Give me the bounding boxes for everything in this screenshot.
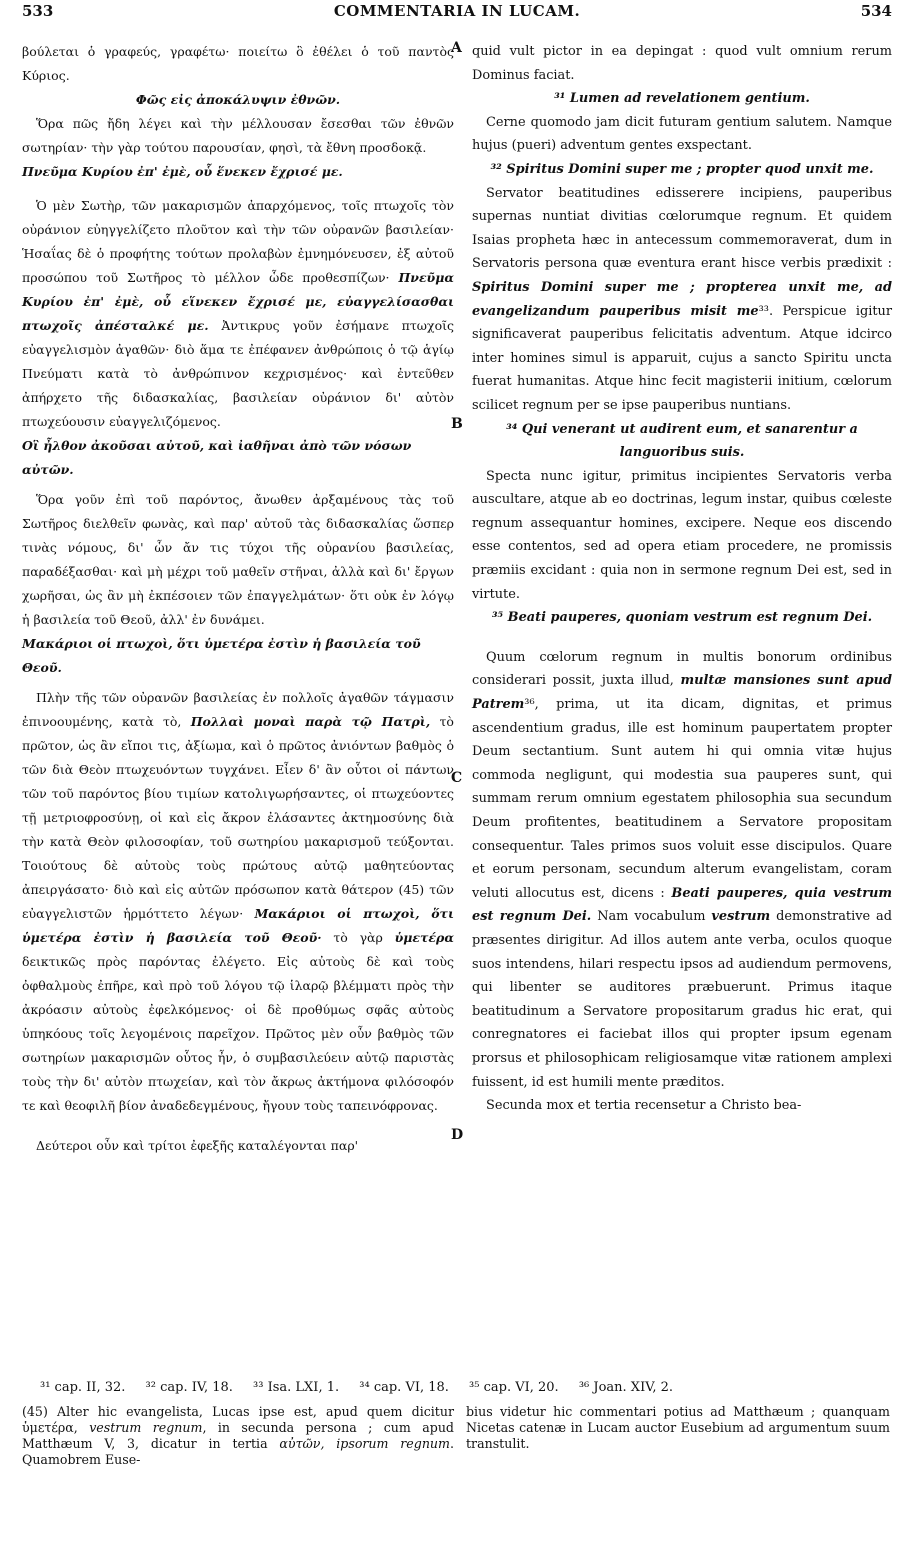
reference: ³⁴ cap. VI, 18. (359, 1380, 449, 1395)
margin-letter: D (451, 1127, 464, 1143)
latin-lemma: ³¹ Lumen ad revelationem gentium. (554, 91, 810, 107)
margin-letter: B (451, 416, 463, 432)
latin-para: Cerne quomodo jam dicit futuram gentium salutem. Namque hujus (pueri) adventum gentes exspectant. (472, 114, 892, 154)
greek-lemma: Οἳ ἦλθον ἀκοῦσαι αὐτοῦ, καὶ ἰαθῆναι ἀπὸ τῶν νόσων αὐτῶν. (22, 438, 412, 477)
latin-quote: vestrum (711, 909, 771, 925)
greek-para: Ὁ μὲν Σωτὴρ, τῶν μακαρισμῶν ἀπαρχόμενος, τοῖς πτωχοῖς τὸν οὐράνιον εὐηγγελίζετο πλοῦτον καὶ τὴν τῶν οὐρανῶν βασιλείαν· Ἡσαΐας δὲ ὁ προφήτης τούτων προλαβὼν ἐμνημόνευσεν, ἐξ αὐτοῦ προσώπου τοῦ Σωτῆρος τὸ μέλλον ὧδε προθεσπίζων· Πνεῦμα Κυρίου ἐπ' ἐμὲ, οὗ εἵνεκεν ἔχρισέ με, εὐαγγελίσασθαι πτωχοῖς ἀπέσταλκέ με. Ἀντικρυς γοῦν ἐσήμανε πτωχοῖς εὐαγγελισμὸν ἀγαθῶν· διὸ ἅμα τε ἐπέφανεν ἀνθρώποις ὁ τῷ ἁγίῳ Πνεύματι κατὰ τὸ ἀνθρώπινον κεχρισμένος· καὶ ἐντεῦθεν ἀπήρχετο τῆς διδασκαλίας, βασιλείαν οὐράνιον δι' αὐτὸν πτωχεύουσιν εὐαγγελιζόμενος. (22, 198, 454, 429)
scripture-references (40, 1380, 890, 1395)
running-title: COMMENTARIA IN LUCAM. (333, 2, 581, 20)
running-header (22, 2, 892, 26)
reference: ³³ Isa. LXI, 1. (253, 1380, 340, 1395)
greek-quote: ὑμετέρα (394, 930, 454, 945)
reference: ³² cap. IV, 18. (145, 1380, 233, 1395)
reference: ³⁶ Joan. XIV, 2. (578, 1380, 673, 1395)
latin-column (472, 40, 892, 1118)
page-number-right: 534 (860, 2, 892, 20)
reference: ³⁵ cap. VI, 20. (469, 1380, 559, 1395)
latin-lemma: ³⁵ Beati pauperes, quoniam vestrum est regnum Dei. (491, 610, 873, 626)
latin-para: quid vult pictor in ea depingat : quod vult omnium rerum Dominus faciat. (472, 44, 892, 83)
greek-lemma: Φῶς εἰς ἀποκάλυψιν ἐθνῶν. (135, 92, 341, 107)
greek-column (22, 40, 454, 1158)
greek-para: Δεύτεροι οὖν καὶ τρίτοι ἐφεξῆς καταλέγονται παρ' (36, 1138, 359, 1153)
greek-quote: Πνεῦμα Κυρίου ἐπ' ἐμὲ, οὗ εἵνεκεν ἔχρισέ με, εὐαγγελίσασθαι πτωχοῖς ἀπέσταλκέ με. (22, 270, 454, 333)
margin-letter: C (451, 770, 463, 786)
greek-lemma: Πνεῦμα Κυρίου ἐπ' ἐμὲ, οὗ ἕνεκεν ἔχρισέ με. (22, 164, 343, 179)
latin-quote: multæ mansiones sunt apud Patrem (472, 673, 892, 713)
latin-quote: Spiritus Domini super me ; propterea unxit me, ad evangelizandum pauperibus misit me (472, 279, 892, 319)
greek-para: βούλεται ὁ γραφεύς, γραφέτω· ποιείτω ὃ ἐθέλει ὁ τοῦ παντὸς Κύριος. (22, 44, 454, 83)
footnote-left: (45) Alter hic evangelista, Lucas ipse est, apud quem dicitur ὑμετέρα, vestrum regnum, in secunda persona ; cum apud Matthæum V, 3, dicatur in tertia αὐτῶν, ipsorum regnum. Quamobrem Euse- (22, 1404, 454, 1467)
margin-letter: A (451, 40, 462, 56)
greek-quote: Πολλαὶ μοναὶ παρὰ τῷ Πατρὶ, (190, 714, 431, 729)
latin-para: Secunda mox et tertia recensetur a Christo bea- (486, 1098, 802, 1114)
page-number-left: 533 (22, 2, 54, 20)
greek-quote: Μακάριοι οἱ πτωχοὶ, ὅτι ὑμετέρα ἐστὶν ἡ βασιλεία τοῦ Θεοῦ· (22, 906, 454, 945)
reference: ³¹ cap. II, 32. (40, 1380, 126, 1395)
latin-para: Quum cœlorum regnum in multis bonorum ordinibus considerari possit, juxta illud, multæ mansiones sunt apud Patrem³⁶, prima, ut ita dicam, dignitas, et primus ascendentium gradus, ille est hominum paupertatem propter Deum sectantium. Sunt autem hi qui omnia vitæ hujus commoda negligunt, qui modestia sua pauperes sunt, qui summam rerum omnium egestatem philosophia sua secundum Deum profitentes, beatitudinem a Servatore propositam consequentur. Tales primos suos voluit esse discipulos. Quare et eorum personam, secundum alterum evangelistam, coram veluti allocutus est, dicens : Beati pauperes, quia vestrum est regnum Dei. Nam vocabulum vestrum demonstrative ad præsentes dirigitur. Ad illos autem ante verba, oculos quoque suos intendens, hilari respectu ipsos ad audiendum permovens, qui libenter se auditores præbuerunt. Primus itaque beatitudinum a Servatore propositarum gradus hic erat, qui conregnatores ei faciebat illos qui propter ipsum egenam prorsus et philosophicam religiosamque vitæ rationem amplexi fuissent, id est humili mente præditos. (472, 649, 892, 1090)
latin-quote: Beati pauperes, quia vestrum est regnum Dei. (472, 885, 892, 925)
latin-para: Specta nunc igitur, primitus incipientes Servatoris verba auscultare, atque ab eo doctrinas, legum instar, quibus cœleste regnum assequantur homines, excipere. Neque eos discendo esse contentos, sed ad opera etiam procedere, ne promissis præmiis excidant : quia non in sermone regnum Dei est, sed in virtute. (472, 468, 892, 602)
latin-para: Servator beatitudines edisserere incipiens, pauperibus supernas nuntiat divitias cœlorumque regnum. Et quidem Isaias propheta hæc in antecessum commemoraverat, dum in Servatoris persona quæ eventura erant hisce verbis prædixit : Spiritus Domini super me ; propterea unxit me, ad evangelizandum pauperibus misit me³³. Perspicue igitur significaverat pauperibus felicitatis adventum. Atque idcirco inter homines simul is apparuit, cujus a sancto Spiritu uncta fuerat humanitas. Atque hinc fecit magisterii initium, cœlorum scilicet regnum per se ipse pauperibus nuntians. (472, 185, 893, 413)
greek-para: Ὅρα πῶς ἤδη λέγει καὶ τὴν μέλλουσαν ἔσεσθαι τῶν ἐθνῶν σωτηρίαν· τὴν γὰρ τούτου παρουσίαν, φησὶ, τὰ ἔθνη προσδοκᾷ. (22, 116, 454, 155)
greek-lemma: Μακάριοι οἱ πτωχοὶ, ὅτι ὑμετέρα ἐστὶν ἡ βασιλεία τοῦ Θεοῦ. (22, 636, 421, 675)
greek-para: Ὅρα γοῦν ἐπὶ τοῦ παρόντος, ἄνωθεν ἀρξαμένους τὰς τοῦ Σωτῆρος διελθεῖν φωνὰς, καὶ παρ' αὐτοῦ τὰς διδασκαλίας ὥσπερ τινὰς νόμους, δι' ὧν ἄν τις τύχοι τῆς οὐρανίου βασιλείας, παραδέξασθαι· καὶ μὴ μέχρι τοῦ μαθεῖν στῆναι, ἀλλὰ καὶ δι' ἔργων χωρῆσαι, ὡς ἂν μὴ ἐκπέσοιεν τῶν ἐπαγγελμάτων· ὅτι οὐκ ἐν λόγῳ ἡ βασιλεία τοῦ Θεοῦ, ἀλλ' ἐν δυνάμει. (22, 492, 454, 627)
footnote-right: bius videtur hic commentari potius ad Matthæum ; quanquam Nicetas catenæ in Lucam auctor Eusebium ad argumentum suum transtulit. (466, 1404, 890, 1451)
latin-lemma: ³⁴ Qui venerant ut audirent eum, et sanarentur a languoribus suis. (506, 421, 858, 461)
greek-para: Πλὴν τῆς τῶν οὐρανῶν βασιλείας ἐν πολλοῖς ἀγαθῶν τάγμασιν ἐπινοουμένης, κατὰ τὸ, Πολλαὶ μοναὶ παρὰ τῷ Πατρὶ, τὸ πρῶτον, ὡς ἂν εἴποι τις, ἀξίωμα, καὶ ὁ πρῶτος ἀνιόντων βαθμὸς ὁ τῶν διὰ Θεὸν πτωχευόντων τυγχάνει. Εἶεν δ' ἂν οὗτοι οἱ πάντων τῶν τοῦ παρόντος βίου τιμίων κατολιγωρήσαντες, οἱ πτωχεύοντες τῇ μετριοφροσύνῃ, οἱ καὶ εἰς ἄκρον ἐλάσαντες ἀκτημοσύνης διὰ τὴν κατὰ Θεὸν φιλοσοφίαν, τοῦ σωτηρίου μακαρισμοῦ τεύξονται. Τοιούτους δὲ αὐτοὺς τοὺς πρώτους αὐτῷ μαθητεύοντας ἀπειργάσατο· διὸ καὶ εἰς αὐτῶν πρόσωπον κατὰ θάτερον (45) τῶν εὐαγγελιστῶν ἡρμόττετο λέγων· Μακάριοι οἱ πτωχοὶ, ὅτι ὑμετέρα ἐστὶν ἡ βασιλεία τοῦ Θεοῦ· τὸ γὰρ ὑμετέρα δεικτικῶς πρὸς παρόντας ἐλέγετο. Εἰς αὐτοὺς δὲ καὶ τοὺς ὀφθαλμοὺς ἐπῆρε, καὶ πρὸ τοῦ λόγου τῷ ἱλαρῷ βλέμματι πρὸς τὴν ἀκρόασιν αὐτοὺς ἐφελκόμενος· οἱ δὲ προθύμως σφᾶς αὐτοὺς ὑπηκόους τοῖς λεγομένοις παρεῖχον. Πρῶτος μὲν οὖν βαθμὸς τῶν σωτηρίων μακαρισμῶν οὗτος ἦν, ὁ συμβασιλεύειν αὐτῷ παριστὰς τοὺς τὴν δι' αὐτὸν πτωχείαν, καὶ τὸν ἄκρως ἀκτήμονα φιλόσοφόν τε καὶ θεοφιλῆ βίον ἀναδεδεγμένους, ἤγουν τοὺς ταπεινόφρονας. (22, 690, 454, 1113)
latin-lemma: ³² Spiritus Domini super me ; propter quod unxit me. (490, 161, 874, 177)
